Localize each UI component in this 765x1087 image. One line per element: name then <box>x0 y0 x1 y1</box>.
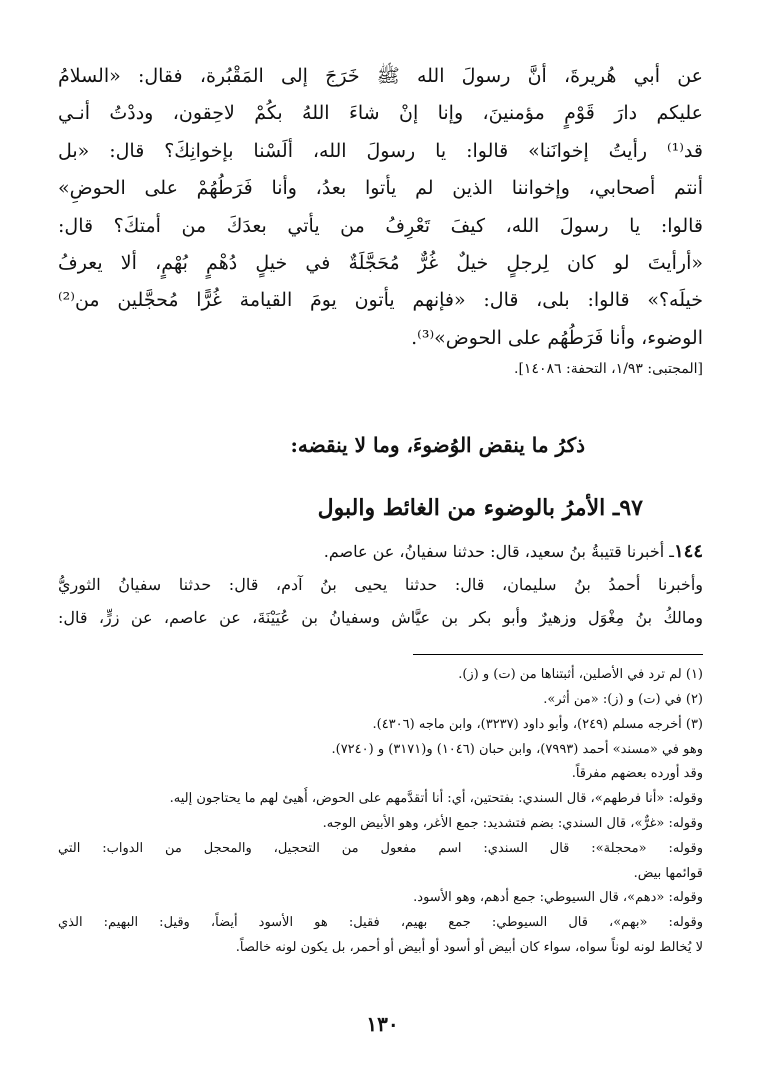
footnote-line: (٣) أخرجه مسلم (٢٤٩)، وأبو داود (٣٢٣٧)، وابن ماجه (٤٣٠٦). <box>372 716 703 732</box>
footnote-line: وقوله: «دهم»، قال السيوطي: جمع أدهم، وهو الأسود. <box>413 890 703 906</box>
footnote-line: (١) لم ترد في الأصلين، أثبتناها من (ت) و (ز). <box>458 667 703 683</box>
chapter-title: ٩٧ـ الأمرُ بالوضوء من الغائط والبول <box>317 495 643 522</box>
footnote-line: وقوله: «محجلة»: قال السندي: اسم مفعول من التحجيل، والمحجل من الدواب: التي <box>58 840 703 856</box>
footnote-line: وهو في «مسند» أحمد (٧٩٩٣)، وابن حبان (١٠٤٦) و(٣١٧١) و (٧٢٤٠). <box>331 741 703 757</box>
hadith-line: خيلَه؟» قالوا: بلى، قال: «فإنهم يأتون يومَ القيامة غُرًّا مُحجَّلين من⁽²⁾ <box>58 289 703 312</box>
footnote-divider <box>413 654 703 655</box>
footnotes <box>58 663 703 961</box>
footnote-line: قوائمها بيض. <box>633 865 703 881</box>
hadith-line: «أرأيتَ لو كان لِرجلٍ خيلٌ غُرٌّ مُحَجَّلَةٌ في خيلٍ دُهْمٍ بُهْمٍ، ألا يعرفُ <box>58 252 703 275</box>
section-title: ذكرُ ما ينقض الوُضوءَ، وما لا ينقضه: <box>290 433 585 458</box>
isnad-block <box>58 535 703 634</box>
hadith-line: أنتم أصحابي، وإخواننا الذين لم يأتوا بعدُ، وأنا فَرَطُهُمْ على الحوضِ» <box>58 177 703 200</box>
hadith-line: قالوا: يا رسولَ الله، كيفَ تَعْرِفُ من يأتي بعدَكَ من أمتكَ؟ قال: <box>58 214 703 237</box>
footnote-line: وقوله: «بهم»، قال السيوطي: جمع بهيم، فقيل: هو الأسود أيضاً، وقيل: البهيم: الذي <box>58 915 703 931</box>
page-number: ١٣٠ <box>366 1012 399 1036</box>
hadith-line: عليكم دارَ قَوْمٍ مؤمنينَ، وإنا إنْ شاءَ اللهُ بكُمْ لاحِقون، وددْتُ أنـي <box>58 102 703 125</box>
isnad-first-line: ـ أخبرنا قتيبةُ بنُ سعيد، قال: حدثنا سفيانُ، عن عاصم. <box>323 542 674 562</box>
isnad-line: ومالكُ بنُ مِغْوَل وزهيرٌ وأبو بكر بن عيَّاش وسفيانُ بن عُيَيْنَةَ، عن عاصم، عن زرٍّ، قال: <box>58 608 703 628</box>
isnad-line <box>58 535 703 568</box>
footnote-line: وقوله: «غرٌّ»، قال السندي: بضم فتشديد: جمع الأغر، وهو الأبيض الوجه. <box>322 816 703 832</box>
footnote-line: (٢) في (ت) و (ز): «من أثر». <box>543 692 703 708</box>
footnote-line: وقد أورده بعضهم مفرقاً. <box>571 766 703 782</box>
footnote-line: لا يُخالط لونه لوناً سواه، سواء كان أبيض أو أسود أو أبيض أو أحمر، بل يكون لونه خالصاً. <box>235 940 703 956</box>
hadith-line: قد⁽¹⁾ رأيتُ إخوانَنا» قالوا: يا رسولَ الله، ألَسْنا بإخوانِكَ؟ قال: «بل <box>58 139 703 162</box>
isnad-line: وأخبرنا أحمدُ بنُ سليمان، قال: حدثنا يحيى بنُ آدم، قال: حدثنا سفيانُ الثوريُّ <box>58 575 703 595</box>
citation: [المجتبى: ١/٩٣، التحفة: ١٤٠٨٦]. <box>514 361 703 378</box>
hadith-text <box>58 58 703 357</box>
footnote-line: وقوله: «أنا فرطهم»، قال السندي: بفتحتين، أي: أنا أتقدَّمهم على الحوض، أُهيئ لهم ما يحتاجون إليه. <box>169 791 703 807</box>
hadith-number: ١٤٤ <box>673 541 703 563</box>
page-body <box>58 58 703 1087</box>
hadith-line: عن أبي هُريرةَ، أنَّ رسولَ الله ﷺ خَرَجَ إلى المَقْبُرة، فقال: «السلامُ <box>58 65 703 87</box>
hadith-line: الوضوء، وأنا فَرَطُهُم على الحوض»⁽³⁾. <box>411 326 703 349</box>
